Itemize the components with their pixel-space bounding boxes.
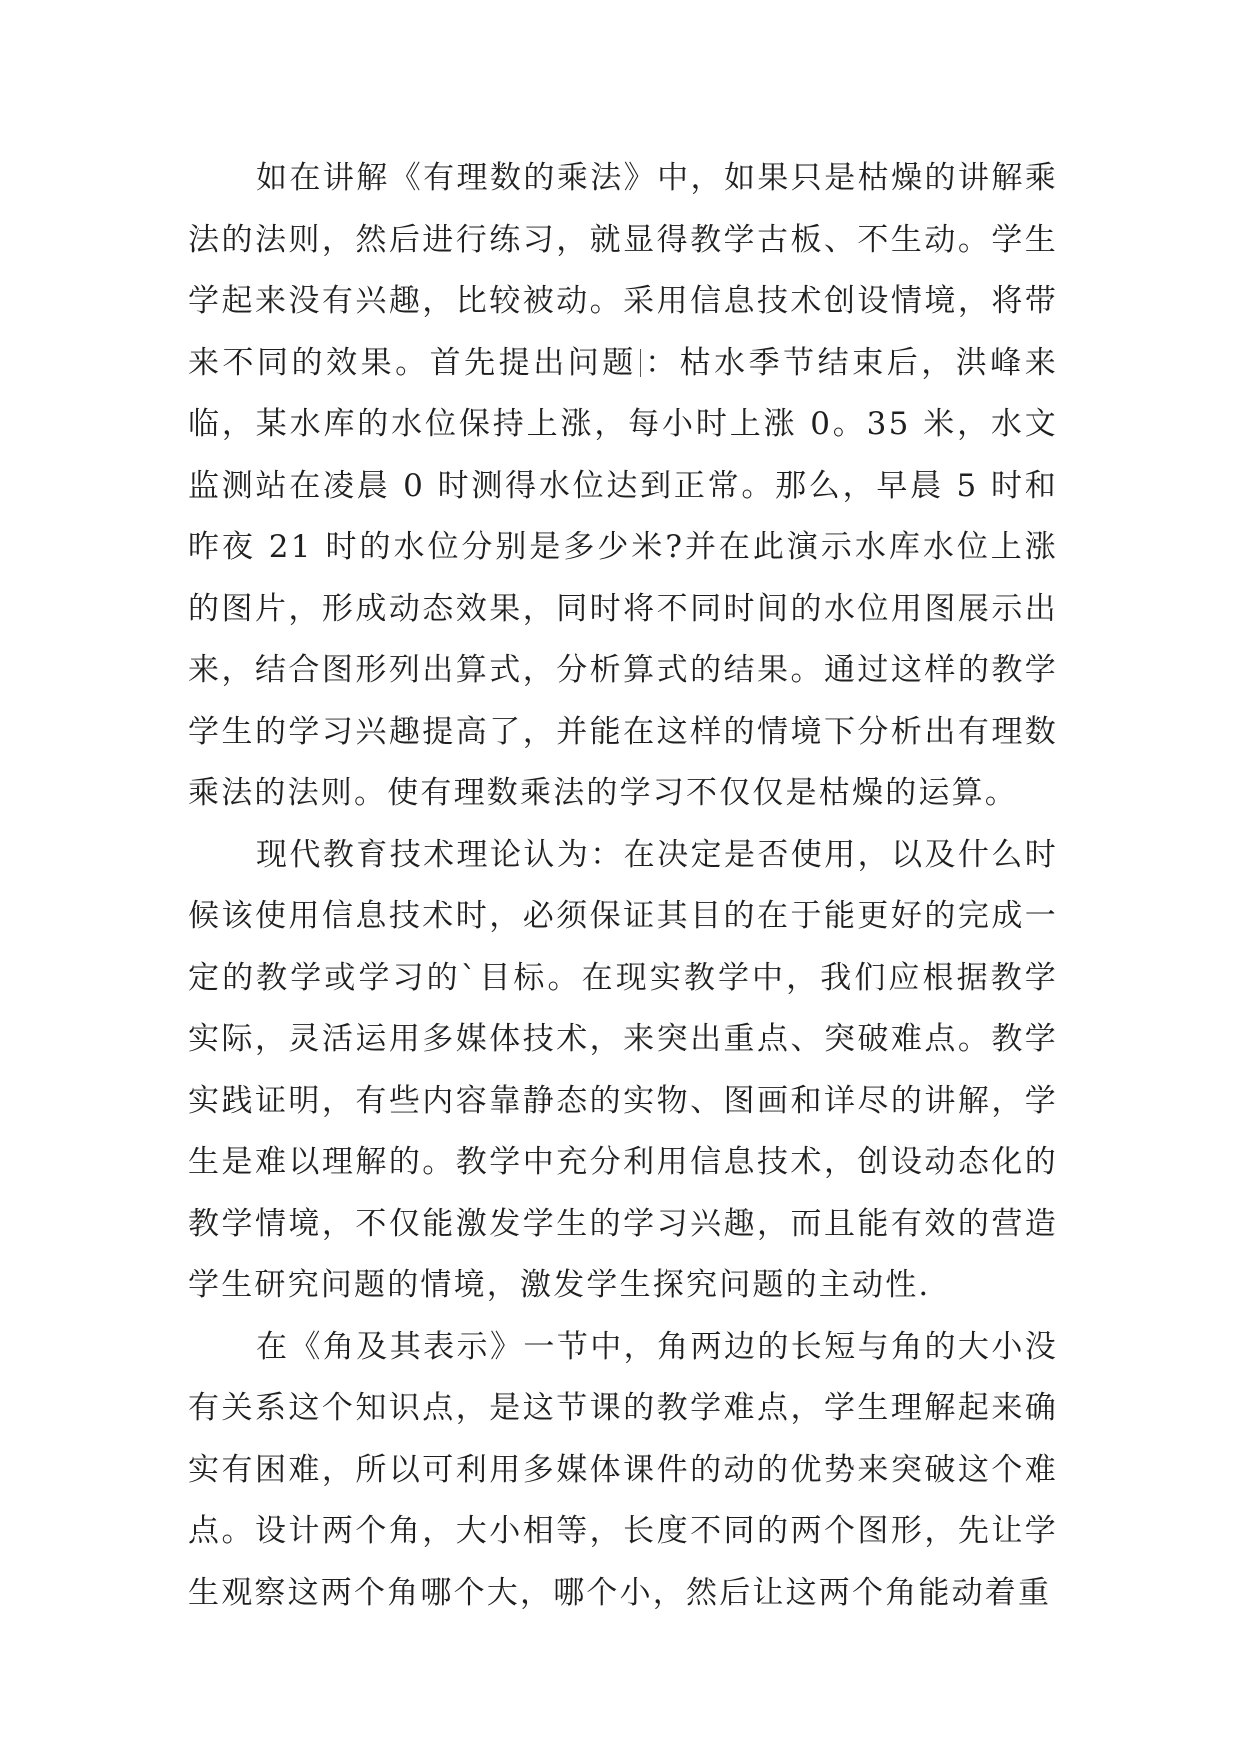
paragraph-1 — [188, 148, 1058, 825]
document-body — [188, 148, 1058, 1624]
paragraph-1-text-start: 如在讲解《有理数的乘法》中，如果只是枯燥的讲解乘法的法则，然后进行练习，就显得教学古板、不生动。学生学起来没有兴趣，比较被动。采用信息技术创设情境，将带来不同的效果。首先提出问题 — [188, 160, 1058, 381]
paragraph-2: 现代教育技术理论认为：在决定是否使用，以及什么时候该使用信息技术时，必须保证其目的在于能更好的完成一定的教学或学习的`目标。在现实教学中，我们应根据教学实际，灵活运用多媒体技术，来突出重点、突破难点。教学实践证明，有些内容靠静态的实物、图画和详尽的讲解，学生是难以理解的。教学中充分利用信息技术，创设动态化的教学情境，不仅能激发学生的学习兴趣，而且能有效的营造学生研究问题的情境，激发学生探究问题的主动性. — [188, 836, 1058, 1303]
paragraph-3: 在《角及其表示》一节中，角两边的长短与角的大小没有关系这个知识点，是这节课的教学难点，学生理解起来确实有困难，所以可利用多媒体课件的动的优势来突破这个难点。设计两个角，大小相等，长度不同的两个图形，先让学生观察这两个角哪个大，哪个小，然后让这两个角能动着重 — [188, 1328, 1058, 1611]
text-cursor — [640, 349, 641, 377]
paragraph-1-text-end: ：枯水季节结束后，洪峰来临，某水库的水位保持上涨，每小时上涨 0。35 米，水文监测站在凌晨 0 时测得水位达到正常。那么，早晨 5 时和昨夜 21 时的水位分别是多少米?并在此演示水库水位上涨的图片，形成动态效果，同时将不同时间的水位用图展示出来，结合图形列出算式，分析算式的结果。通过这样的教学学生的学习兴趣提高了，并能在这样的情境下分析出有理数乘法的法则。使有理数乘法的学习不仅仅是枯燥的运算。 — [188, 344, 1058, 811]
